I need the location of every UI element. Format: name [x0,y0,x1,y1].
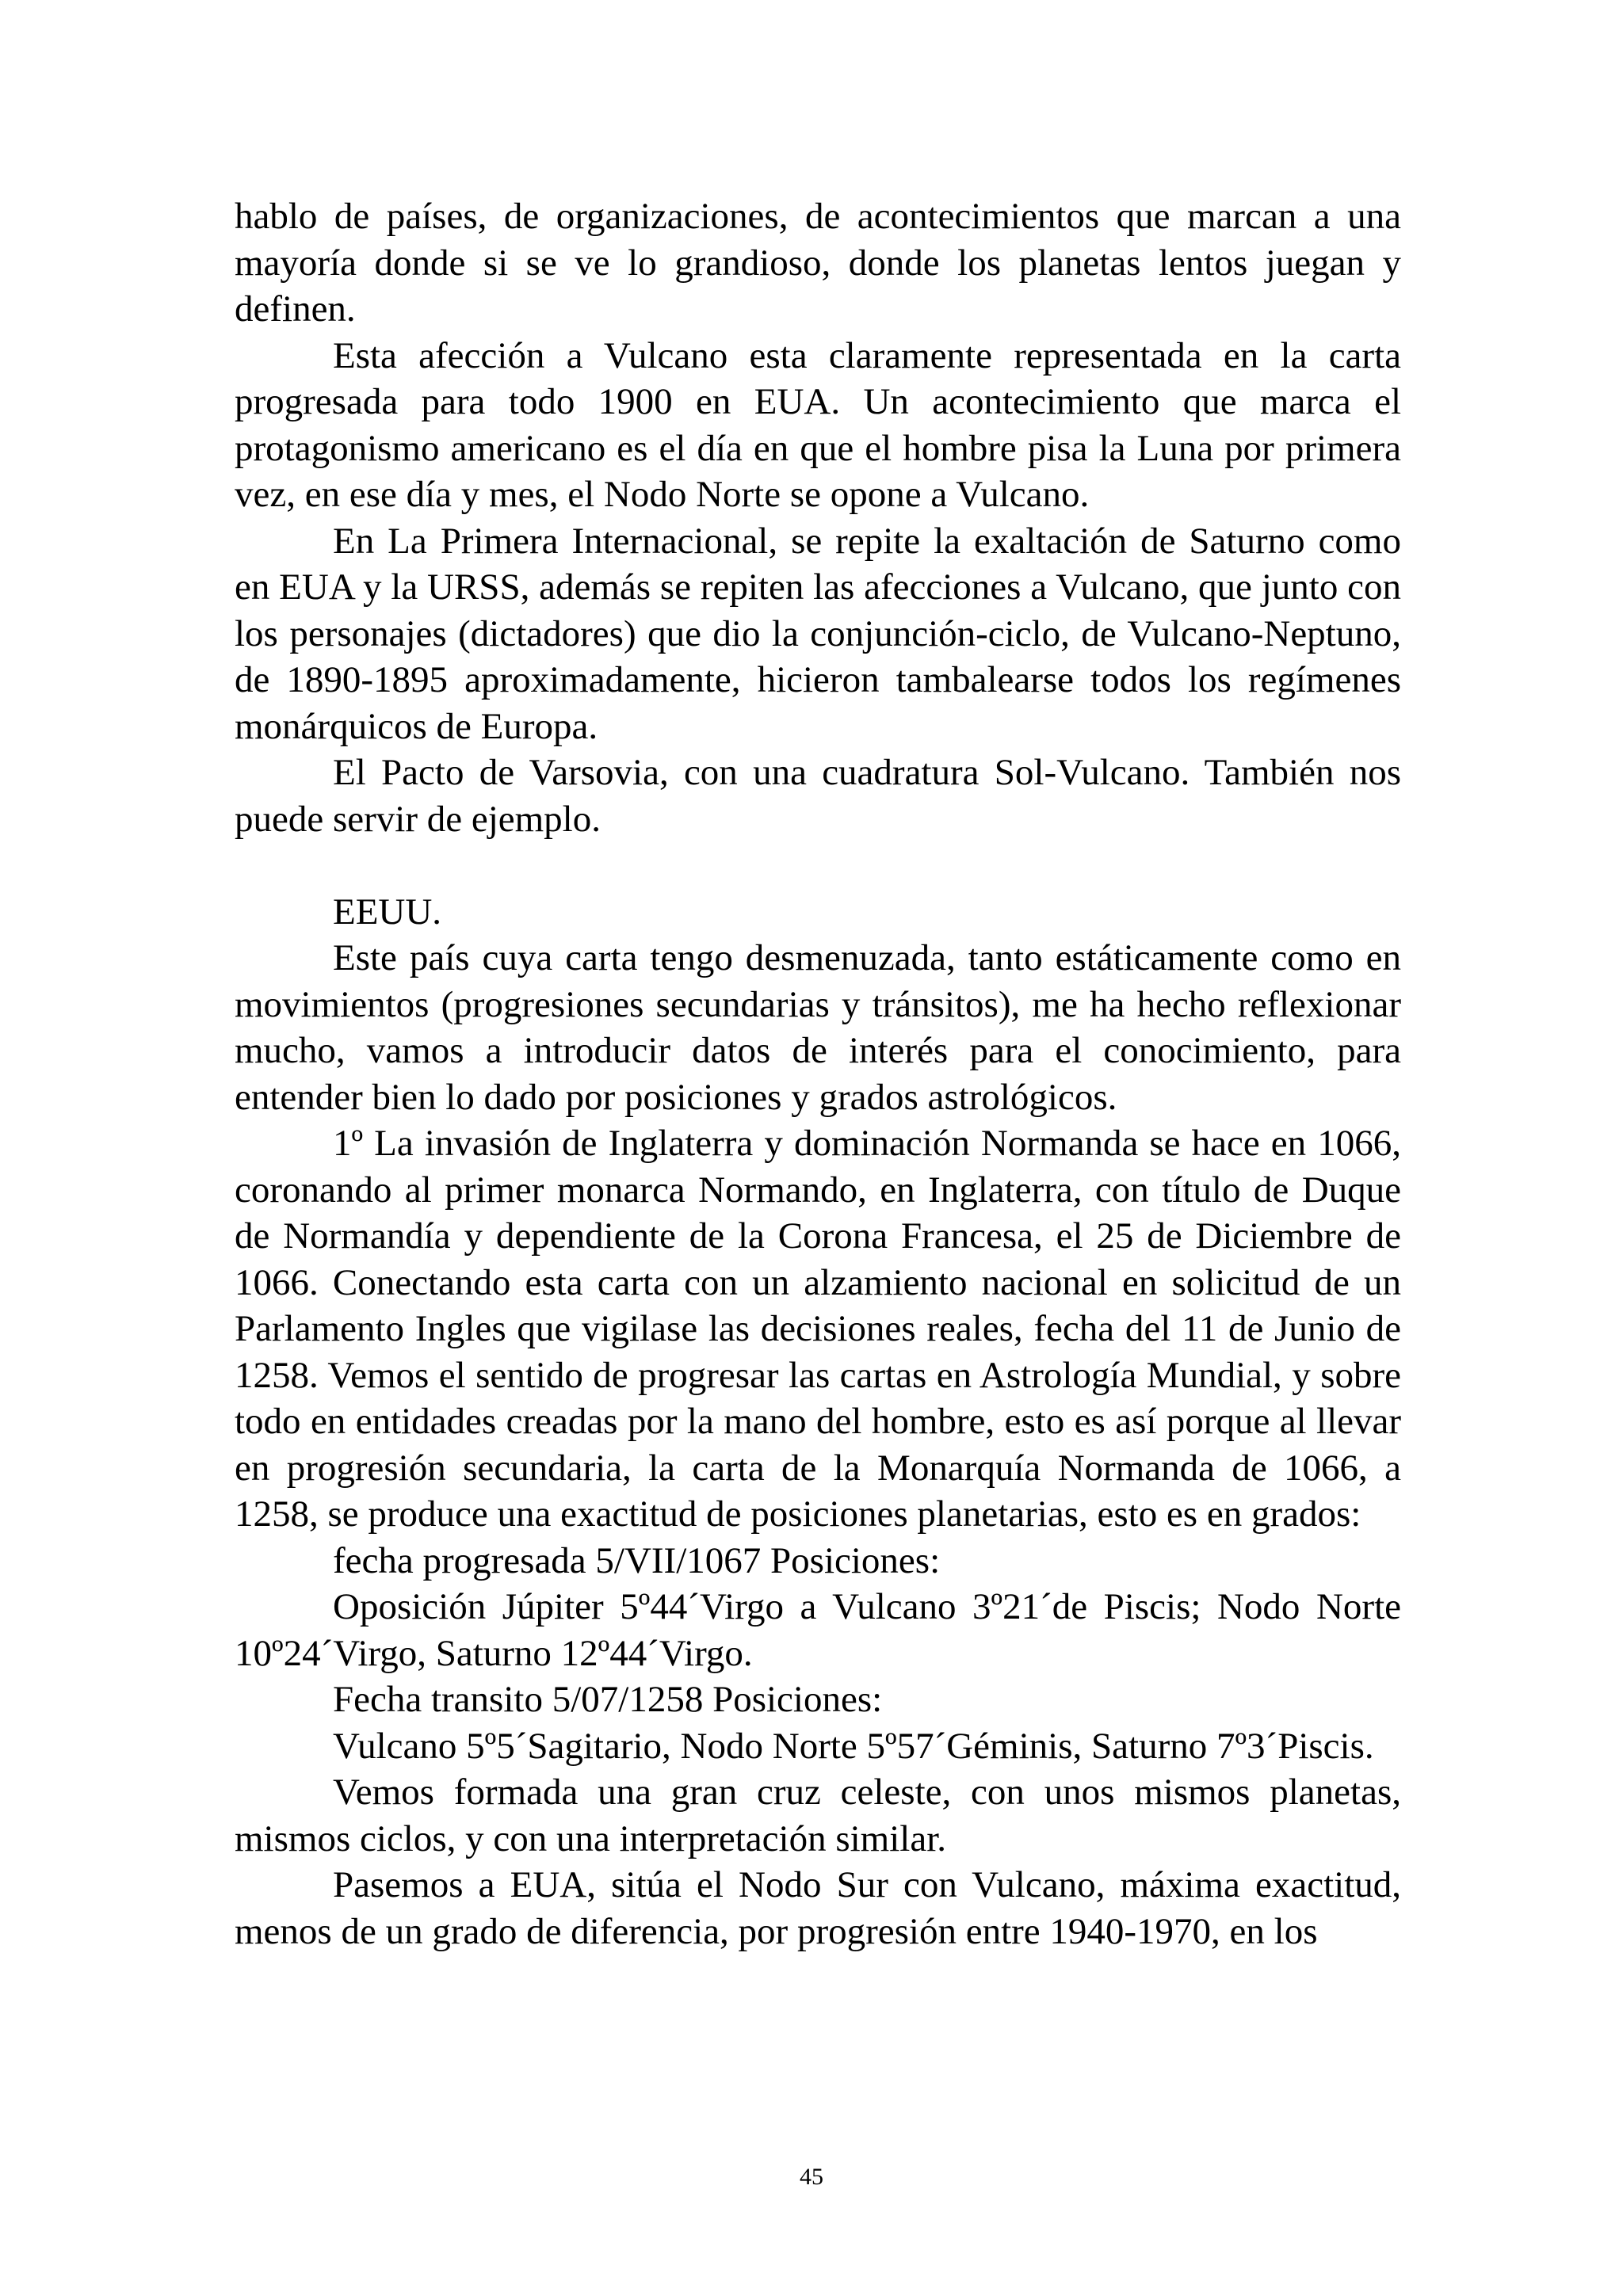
page-number: 45 [800,2164,823,2190]
section-heading-eeuu: EEUU. [333,891,442,933]
paragraph-fecha-transito: Fecha transito 5/07/1258 Posiciones: [333,1679,883,1720]
paragraph-invasion-inglaterra: 1º La invasión de Inglaterra y dominación Normanda se hace en 1066, coronando al primer monarca Normando, en Inglaterra, con título de Duque de Normandía y dependiente de la Corona Francesa, el 25 de Diciembre de 1066. Conectando esta carta con un alzamiento nacional en solicitud de un Parlamento Ingles que vigilase las decisiones reales, fecha del 11 de Junio de 1258. Vemos el sentido de progresar las cartas en Astrología Mundial, y sobre todo en entidades creadas por la mano del hombre, esto es así porque al llevar en progresión secundaria, la carta de la Monarquía Normanda de 1066, a 1258, se produce una exactitud de posiciones planetarias, esto es en grados: [235,1123,1401,1535]
paragraph-pacto-varsovia: El Pacto de Varsovia, con una cuadratura Sol-Vulcano. También nos puede servir de ejemplo. [235,752,1401,840]
paragraph-continuation: hablo de países, de organizaciones, de acontecimientos que marcan a una mayoría donde si se ve lo grandioso, donde los planetas lentos juegan y definen. [235,196,1401,330]
paragraph-eeuu-intro: Este país cuya carta tengo desmenuzada, tanto estáticamente como en movimientos (progresiones secundarias y tránsitos), me ha hecho reflexionar mucho, vamos a introducir datos de interés para el conocimiento, para entender bien lo dado por posiciones y grados astrológicos. [235,937,1401,1118]
paragraph-primera-internacional: En La Primera Internacional, se repite la exaltación de Saturno como en EUA y la URSS, además se repiten las afecciones a Vulcano, que junto con los personajes (dictadores) que dio la conjunción-ciclo, de Vulcano-Neptuno, de 1890-1895 aproximadamente, hicieron tambalearse todos los regímenes monárquicos de Europa. [235,520,1401,747]
paragraph-pasemos-eua: Pasemos a EUA, sitúa el Nodo Sur con Vulcano, máxima exactitud, menos de un grado de diferencia, por progresión entre 1940-1970, en los [235,1864,1401,1952]
paragraph-oposicion-jupiter: Oposición Júpiter 5º44´Virgo a Vulcano 3º21´de Piscis; Nodo Norte 10º24´Virgo, Saturno 12º44´Virgo. [235,1586,1401,1674]
paragraph-gran-cruz: Vemos formada una gran cruz celeste, con unos mismos planetas, mismos ciclos, y con una interpretación similar. [235,1772,1401,1859]
paragraph-vulcano-sagitario: Vulcano 5º5´Sagitario, Nodo Norte 5º57´Géminis, Saturno 7º3´Piscis. [333,1725,1374,1767]
paragraph-vulcano-affection: Esta afección a Vulcano esta claramente representada en la carta progresada para todo 1900 en EUA. Un acontecimiento que marca el protagonismo americano es el día en que el hombre pisa la Luna por primera vez, en ese día y mes, el Nodo Norte se opone a Vulcano. [235,334,1401,515]
page-body [235,193,1401,1955]
paragraph-fecha-progresada: fecha progresada 5/VII/1067 Posiciones: [333,1539,941,1581]
